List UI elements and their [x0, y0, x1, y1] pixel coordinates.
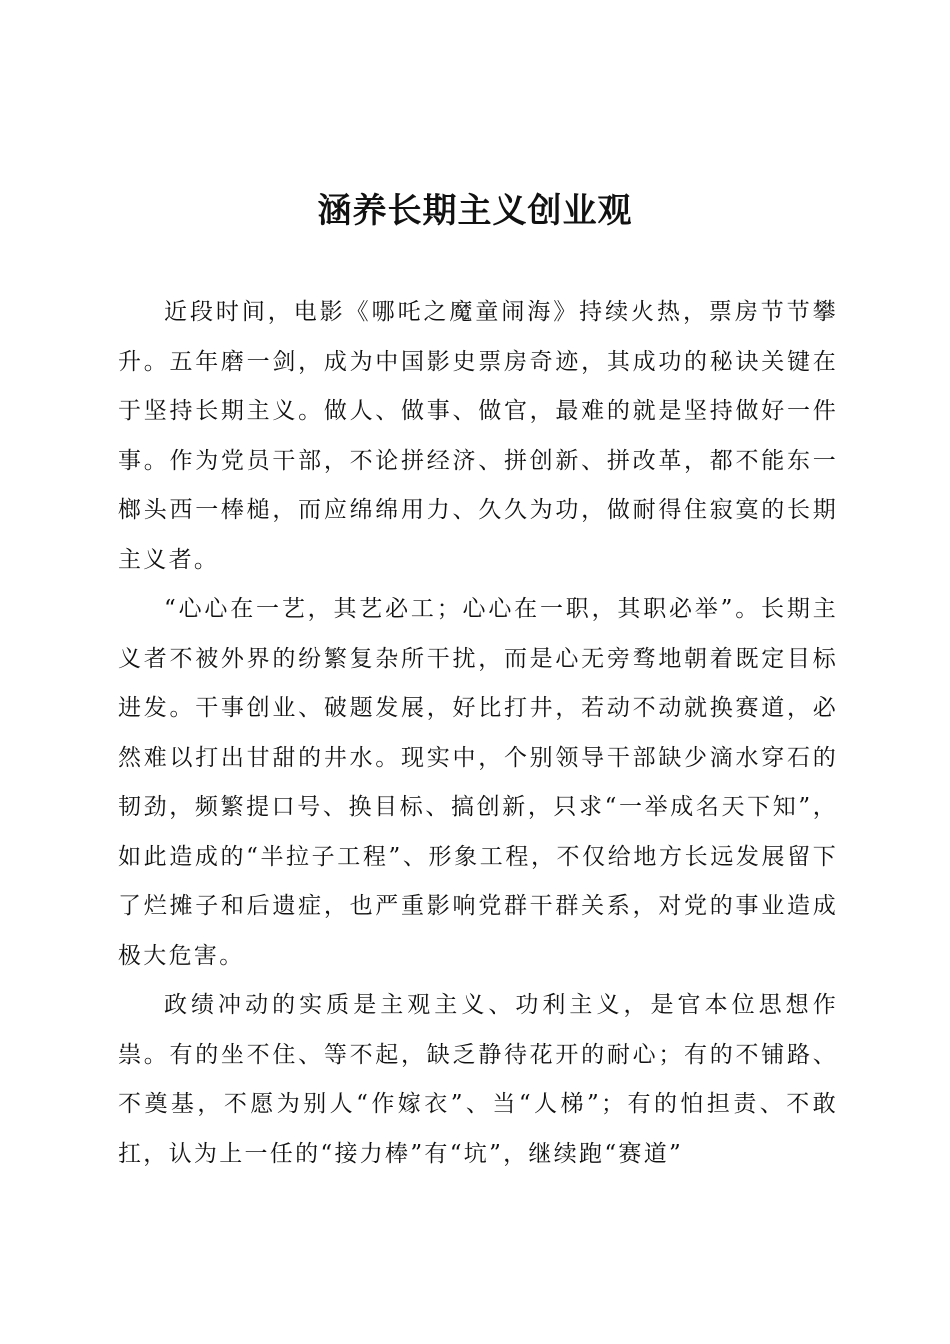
document-body — [118, 288, 838, 1179]
document-title: 涵养长期主义创业观 — [317, 191, 633, 231]
paragraph-3: 政绩冲动的实质是主观主义、功利主义，是官本位思想作祟。有的坐不住、等不起，缺乏静待花开的耐心；有的不铺路、不奠基，不愿为别人“作嫁衣”、当“人梯”；有的怕担责、不敢扛，认为上一任的“接力棒”有“坑”，继续跑“赛道” — [118, 992, 838, 1167]
paragraph-2: “心心在一艺，其艺必工；心心在一职，其职必举”。长期主义者不被外界的纷繁复杂所干扰，而是心无旁骛地朝着既定目标进发。干事创业、破题发展，好比打井，若动不动就换赛道，必然难以打出甘甜的井水。现实中，个别领导干部缺少滴水穿石的韧劲，频繁提口号、换目标、搞创新，只求“一举成名天下知”，如此造成的“半拉子工程”、形象工程，不仅给地方长远发展留下了烂摊子和后遗症，也严重影响党群干群关系，对党的事业造成极大危害。 — [118, 596, 838, 969]
paragraph-1: 近段时间，电影《哪吒之魔童闹海》持续火热，票房节节攀升。五年磨一剑，成为中国影史票房奇迹，其成功的秘诀关键在于坚持长期主义。做人、做事、做官，最难的就是坚持做好一件事。作为党员干部，不论拼经济、拼创新、拼改革，都不能东一榔头西一棒槌，而应绵绵用力、久久为功，做耐得住寂寞的长期主义者。 — [118, 299, 838, 573]
